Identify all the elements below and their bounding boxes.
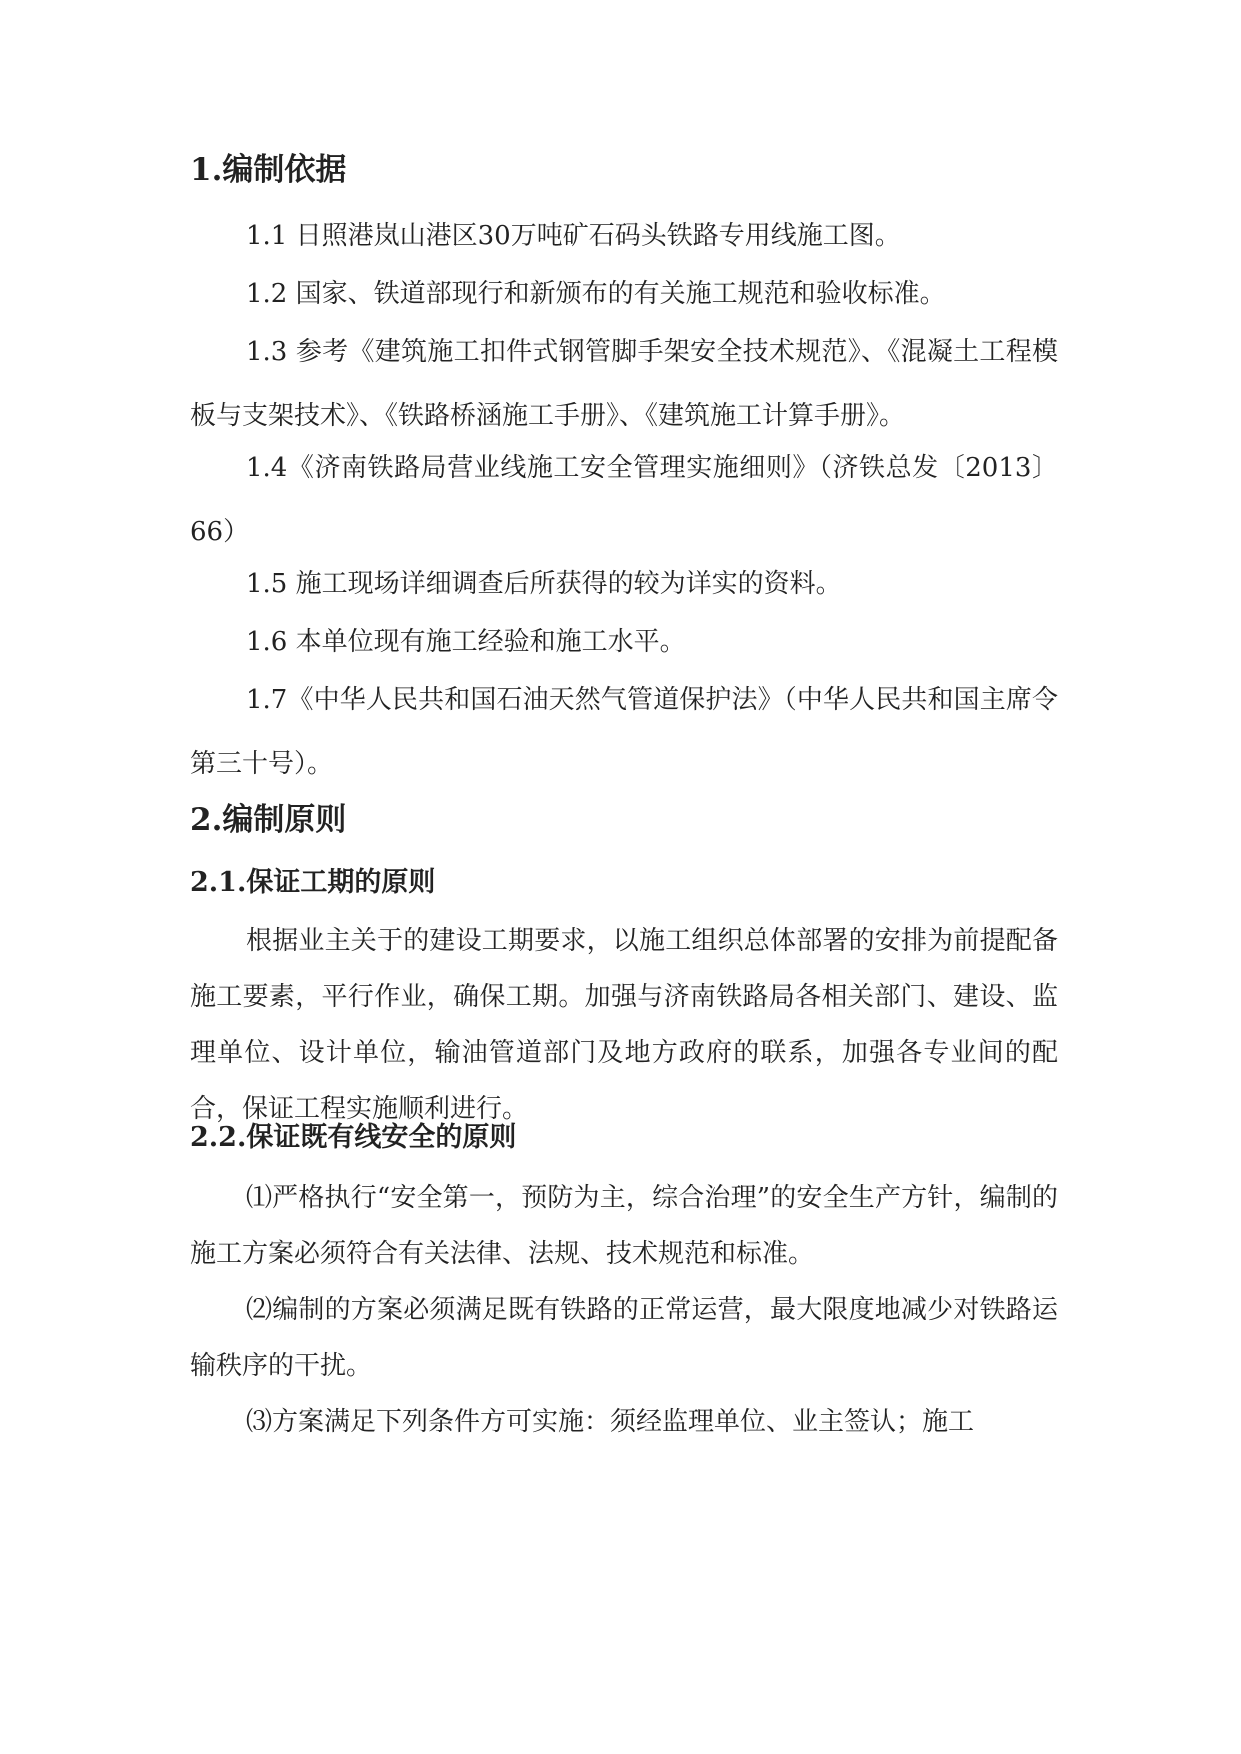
body-paragraph: ⑶方案满足下列条件方可实施：须经监理单位、业主签认；施工 xyxy=(246,1407,975,1437)
body-paragraph: ⑵编制的方案必须满足既有铁路的正常运营，最大限度地减少对铁路运输秩序的干扰。 xyxy=(190,1295,1058,1381)
subsection-heading: 2.2.保证既有线安全的原则 xyxy=(190,1122,517,1153)
list-item: 1.1 日照港岚山港区30万吨矿石码头铁路专用线施工图。 xyxy=(246,221,901,251)
section-heading-2: 2.编制原则 xyxy=(190,802,347,838)
body-paragraph: 根据业主关于的建设工期要求，以施工组织总体部署的安排为前提配备施工要素，平行作业，确保工期。加强与济南铁路局各相关部门、建设、监理单位、设计单位，输油管道部门及地方政府的联系，加强各专业间的配合，保证工程实施顺利进行。 xyxy=(190,926,1058,1124)
list-item: 1.2 国家、铁道部现行和新颁布的有关施工规范和验收标准。 xyxy=(246,279,946,309)
list-item: 1.6 本单位现有施工经验和施工水平。 xyxy=(246,627,686,657)
subsection-heading: 2.1.保证工期的原则 xyxy=(190,867,436,898)
list-item: 1.3 参考《建筑施工扣件式钢管脚手架安全技术规范》、《混凝土工程模板与支架技术》、《铁路桥涵施工手册》、《建筑施工计算手册》。 xyxy=(190,337,1058,431)
list-item: 1.5 施工现场详细调查后所获得的较为详实的资料。 xyxy=(246,569,842,599)
body-paragraph: ⑴严格执行“安全第一，预防为主，综合治理”的安全生产方针，编制的施工方案必须符合有关法律、法规、技术规范和标准。 xyxy=(190,1183,1058,1269)
list-item: 1.7《中华人民共和国石油天然气管道保护法》（中华人民共和国主席令第三十号）。 xyxy=(190,685,1058,779)
list-item: 1.4《济南铁路局营业线施工安全管理实施细则》（济铁总发〔2013〕66） xyxy=(190,453,1058,547)
section-heading-1: 1.编制依据 xyxy=(190,152,347,188)
